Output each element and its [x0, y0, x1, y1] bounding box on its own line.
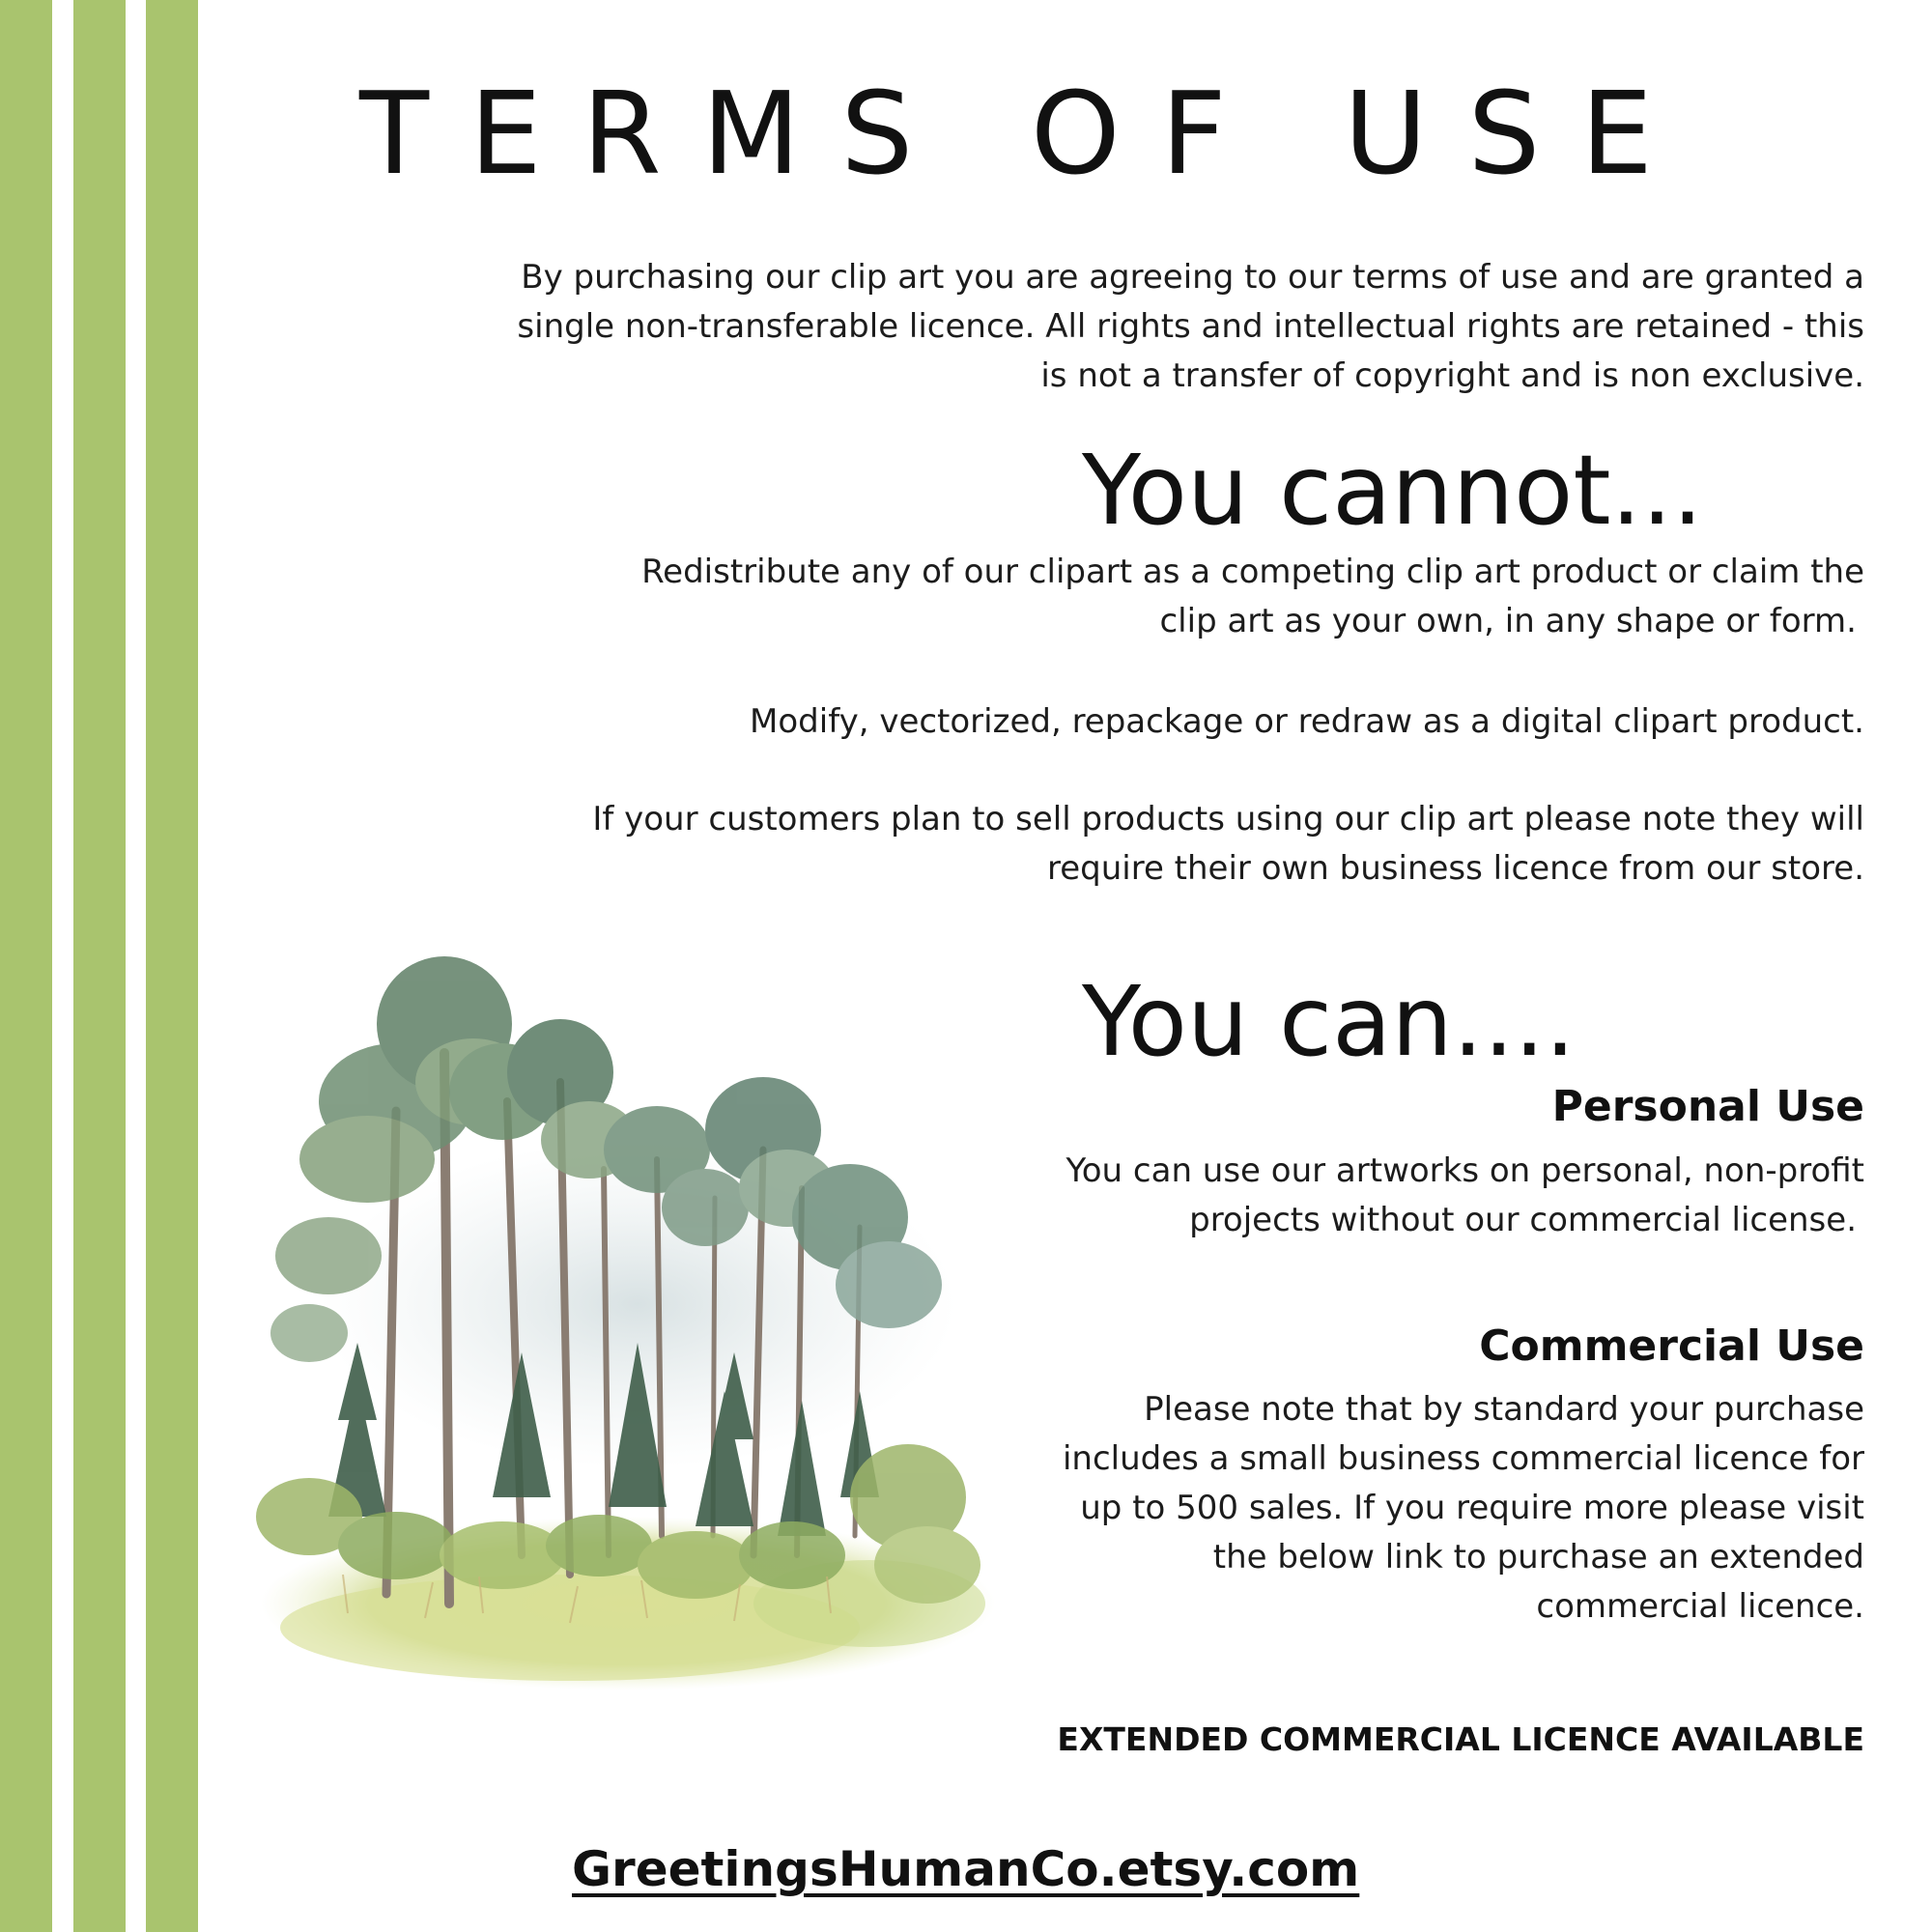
cannot-heading: You cannot... — [1082, 434, 1703, 547]
commercial-use-line: up to 500 sales. If you require more please visit — [1080, 1489, 1864, 1527]
cannot-item-redistribute — [641, 548, 1864, 646]
cannot-item-customers — [592, 795, 1864, 894]
can-heading: You can.... — [1082, 965, 1576, 1078]
intro-line: is not a transfer of copyright and is non exclusive. — [1040, 356, 1864, 395]
cannot-item-line: Modify, vectorized, repackage or redraw as a digital clipart product. — [750, 702, 1864, 741]
cannot-item-line: Redistribute any of our clipart as a competing clip art product or claim the — [641, 553, 1864, 591]
commercial-use-line: the below link to purchase an extended — [1212, 1538, 1864, 1577]
cannot-item-line: If your customers plan to sell products using our clip art please note they will — [592, 800, 1864, 838]
personal-use-line: You can use our artworks on personal, non-profit — [1065, 1151, 1864, 1190]
cannot-item-modify — [750, 697, 1864, 747]
page-title: TERMS OF USE — [359, 67, 1693, 200]
decorative-stripe — [73, 0, 126, 1932]
commercial-use-text — [1063, 1385, 1864, 1632]
store-link[interactable]: GreetingsHumanCo.etsy.com — [572, 1841, 1360, 1897]
personal-use-text — [1066, 1147, 1865, 1245]
decorative-stripe — [0, 0, 52, 1932]
decorative-stripe — [146, 0, 198, 1932]
forest-illustration — [251, 937, 995, 1690]
intro-line: By purchasing our clip art you are agreeing to our terms of use and are granted a — [521, 258, 1864, 297]
commercial-use-line: Please note that by standard your purchase — [1144, 1390, 1864, 1429]
cannot-item-line: clip art as your own, in any shape or form. — [1159, 602, 1857, 640]
commercial-use-line: includes a small business commercial licence for — [1062, 1439, 1864, 1478]
intro-paragraph — [517, 253, 1864, 401]
cannot-item-line: require their own business licence from our store. — [1046, 849, 1864, 888]
personal-use-line: projects without our commercial license. — [1189, 1201, 1857, 1239]
intro-line: single non-transferable licence. All rights and intellectual rights are retained - this — [517, 307, 1864, 346]
commercial-use-line: commercial licence. — [1536, 1587, 1864, 1626]
extended-licence-notice: EXTENDED COMMERCIAL LICENCE AVAILABLE — [1057, 1720, 1864, 1758]
commercial-use-heading: Commercial Use — [1479, 1321, 1864, 1371]
personal-use-heading: Personal Use — [1551, 1082, 1864, 1131]
